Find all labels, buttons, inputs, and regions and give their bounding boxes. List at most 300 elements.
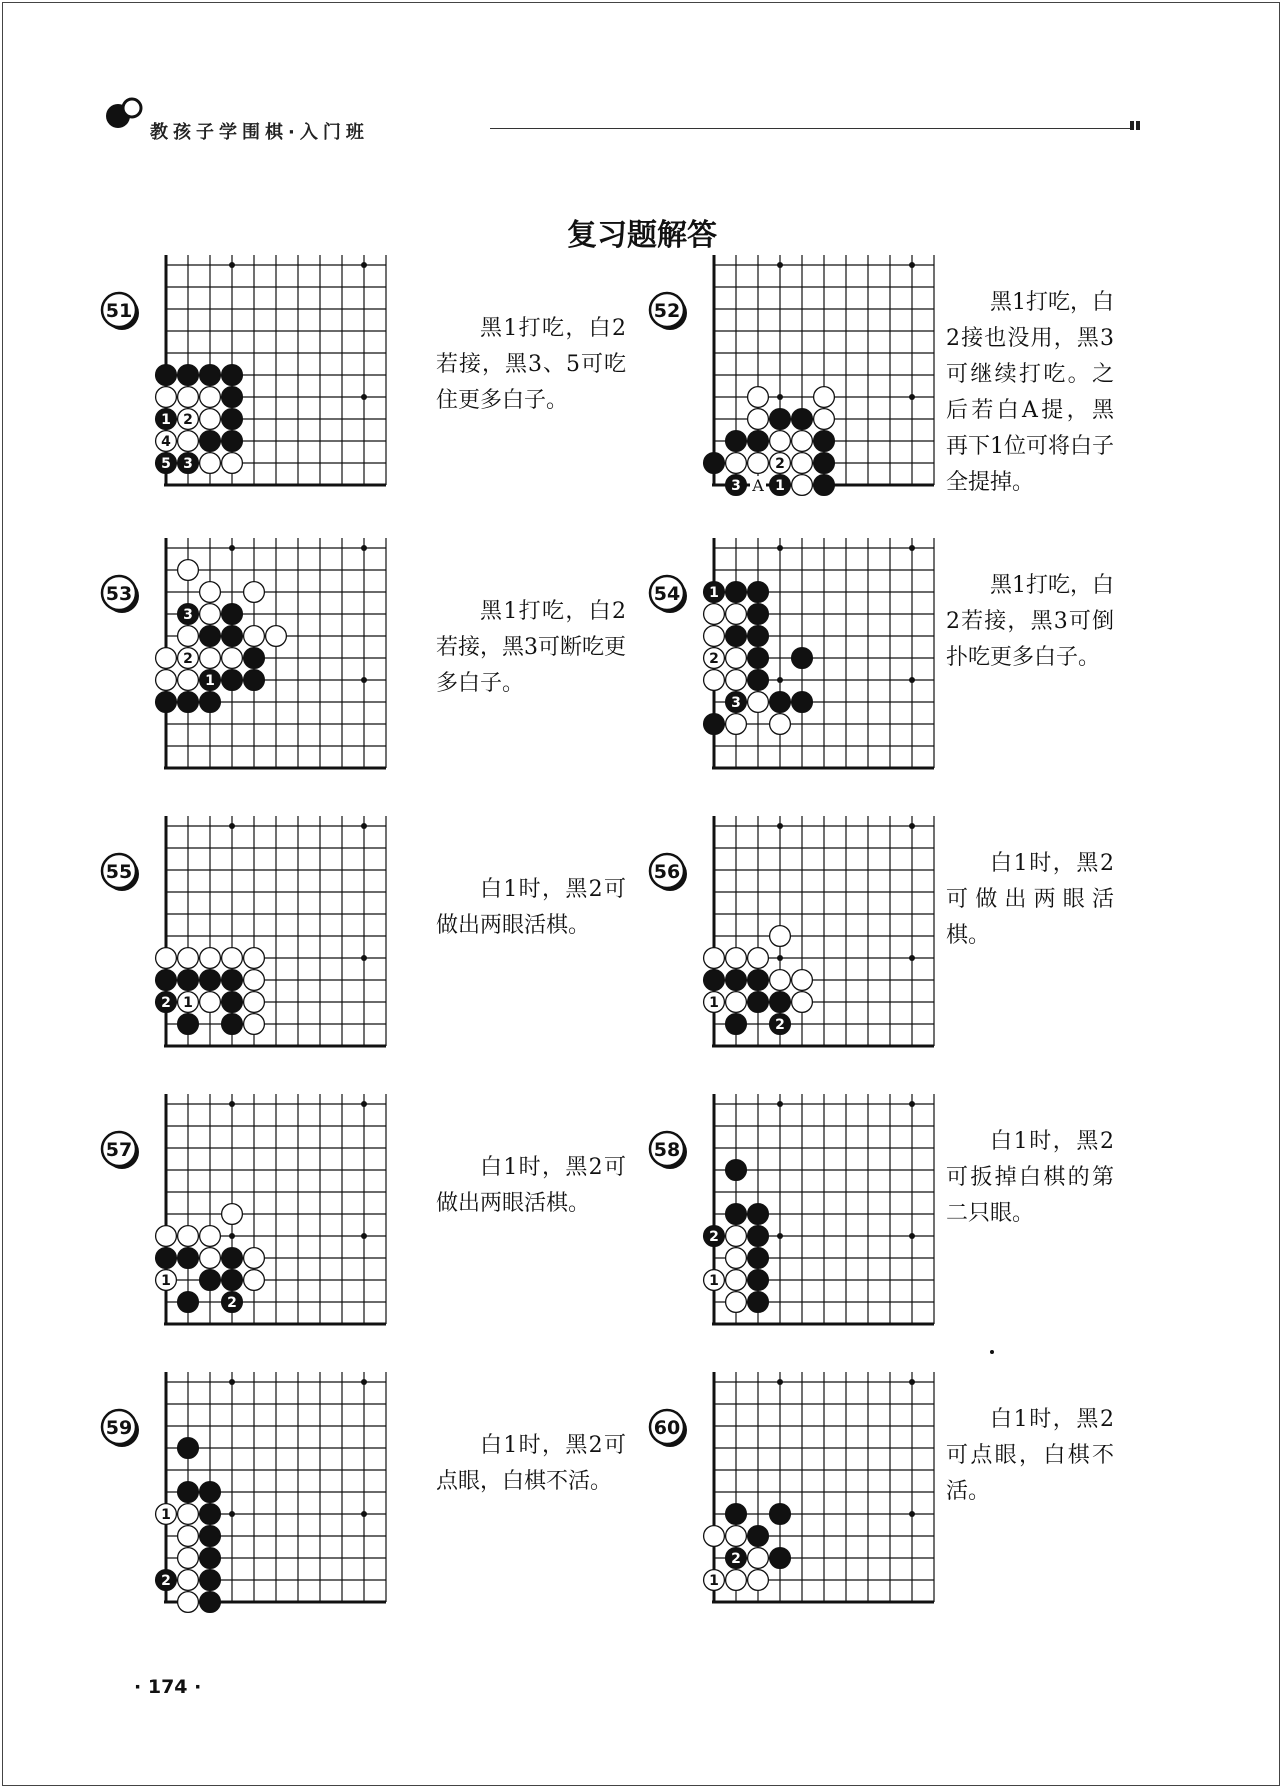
board-grid [714,538,934,768]
black-stone [748,582,769,603]
white-stone [814,387,835,408]
black-stone [726,582,747,603]
white-stone [748,409,769,430]
problem-60 [648,1382,1178,1642]
board-grid [166,816,386,1046]
star-point [777,1233,783,1239]
white-stone [726,1570,747,1591]
black-stone [222,670,243,691]
white-stone [178,948,199,969]
problem-number-badge [100,1408,140,1448]
problem-number-badge [100,852,140,892]
white-stone [770,453,791,474]
black-stone [200,1548,221,1569]
problem-explanation: 白1时，黑2可做出两眼活棋。 [946,851,1114,948]
problem-51 [100,265,630,525]
problem-number-badge [648,852,688,892]
running-header [100,88,1160,143]
board-marker-label: A [752,476,764,495]
problem-number: 53 [105,583,133,605]
black-stone [222,431,243,452]
white-stone [244,582,265,603]
go-board-diagram [152,1104,412,1350]
white-stone [178,560,199,581]
white-stone [704,604,725,625]
black-stone [156,1248,177,1269]
white-stone [726,453,747,474]
board-grid [166,1094,386,1324]
move-number: 1 [709,1273,719,1289]
black-stone [200,431,221,452]
header-end-mark [1130,121,1150,130]
black-stone [222,604,243,625]
white-stone [748,1548,769,1569]
star-point [229,1511,235,1517]
white-stone [704,992,725,1013]
problem-53 [100,548,630,808]
black-stone [814,453,835,474]
white-stone [178,1504,199,1525]
black-stone [222,970,243,991]
problem-number: 57 [105,1139,133,1161]
black-stone [222,1292,243,1313]
star-point [229,545,235,551]
white-stone [726,604,747,625]
problem-54 [648,548,1178,808]
black-stone [748,992,769,1013]
black-stone [178,453,199,474]
white-stone [200,648,221,669]
black-stone [244,648,265,669]
problem-59 [100,1382,630,1642]
white-stone [792,992,813,1013]
black-stone [726,1014,747,1035]
board-grid [714,1094,934,1324]
white-stone [178,387,199,408]
go-board-diagram [700,265,960,511]
white-stone [726,1248,747,1269]
white-stone [726,1526,747,1547]
black-stone [200,970,221,991]
star-point [777,262,783,268]
star-point [361,262,367,268]
white-stone [200,948,221,969]
move-number: 2 [775,1017,785,1033]
white-stone [244,948,265,969]
white-stone [266,626,287,647]
white-stone [156,431,177,452]
black-stone [748,648,769,669]
black-stone [748,1204,769,1225]
white-stone [156,670,177,691]
white-stone [792,431,813,452]
go-board-diagram [152,826,412,1072]
problem-number: 59 [105,1417,133,1439]
white-stone [200,604,221,625]
move-number: 2 [161,995,171,1011]
problem-number: 52 [653,300,681,322]
black-stone [222,992,243,1013]
move-number: 2 [227,1295,237,1311]
problem-explanation: 白1时，黑2可点眼，白棋不活。 [946,1407,1114,1504]
star-point [229,1379,235,1385]
star-point [909,1511,915,1517]
black-stone [178,1248,199,1269]
problem-explanation: 白1时，黑2可扳掉白棋的第二只眼。 [946,1129,1114,1226]
problem-58 [648,1104,1178,1364]
problem-number: 58 [653,1139,681,1161]
move-number: 2 [731,1551,741,1567]
board-grid [166,255,386,485]
black-stone [792,692,813,713]
white-stone [814,409,835,430]
go-board-diagram [152,265,412,511]
problem-number-badge [100,291,140,331]
star-point [909,823,915,829]
black-stone [178,604,199,625]
black-stone [156,453,177,474]
go-board-diagram [700,548,960,794]
star-point [229,262,235,268]
problem-explanation: 白1时，黑2可做出两眼活棋。 [436,877,626,938]
section-title: 复习题解答 [567,218,717,253]
move-number: 1 [183,995,193,1011]
white-stone [156,948,177,969]
white-stone [244,1248,265,1269]
black-stone [748,1270,769,1291]
move-number: 1 [775,478,785,494]
black-stone [770,409,791,430]
black-stone [178,1292,199,1313]
move-number: 3 [183,456,193,472]
board-grid [166,1372,386,1602]
move-number: 1 [161,412,171,428]
black-stone [770,1504,791,1525]
black-stone [770,475,791,496]
white-stone [726,714,747,735]
star-point [361,545,367,551]
star-point [361,1101,367,1107]
star-point [909,677,915,683]
problem-explanation: 黑1打吃，白2若接，黑3可断吃更多白子。 [436,599,626,696]
black-stone [200,1482,221,1503]
white-stone [244,970,265,991]
white-stone [156,1270,177,1291]
star-point [361,823,367,829]
black-stone [222,1248,243,1269]
page-number: · 174 · [134,1676,202,1698]
star-point [777,823,783,829]
white-stone [200,582,221,603]
white-stone [726,1226,747,1247]
white-stone [222,948,243,969]
move-number: 2 [709,651,719,667]
white-stone [704,648,725,669]
black-stone [156,970,177,991]
move-number: 2 [183,651,193,667]
white-stone [770,714,791,735]
black-stone [200,1526,221,1547]
black-stone [726,1160,747,1181]
black-stone [704,453,725,474]
white-stone [792,453,813,474]
header-rule [490,128,1130,129]
problem-number-badge [648,574,688,614]
white-stone [244,1014,265,1035]
star-point [909,545,915,551]
white-stone [178,1570,199,1591]
star-point [361,955,367,961]
black-stone [770,1548,791,1569]
move-number: 5 [161,456,171,472]
black-stone [200,692,221,713]
black-stone [178,1014,199,1035]
black-stone [156,365,177,386]
problem-number-badge [100,574,140,614]
go-stones-logo [104,96,144,130]
white-stone [704,1570,725,1591]
black-stone [200,1592,221,1613]
problem-number: 55 [105,861,133,883]
move-number: 1 [161,1273,171,1289]
white-stone [178,1592,199,1613]
move-number: 3 [731,478,741,494]
black-stone [792,648,813,669]
black-stone [178,692,199,713]
move-number: 1 [709,585,719,601]
black-stone [814,475,835,496]
star-point [361,1379,367,1385]
white-stone [200,387,221,408]
move-number: 1 [709,995,719,1011]
white-stone [748,1570,769,1591]
white-stone [178,1526,199,1547]
board-grid [714,1372,934,1602]
go-board-diagram [700,1104,960,1350]
black-stone [726,431,747,452]
problem-number: 51 [105,300,133,322]
white-stone [156,1504,177,1525]
black-stone [244,670,265,691]
problem-explanation: 黑1打吃，白2若接，黑3可倒扑吃更多白子。 [946,573,1114,670]
problem-explanation: 白1时，黑2可点眼，白棋不活。 [436,1433,626,1494]
star-point [229,823,235,829]
move-number: 2 [161,1573,171,1589]
white-stone [748,453,769,474]
black-stone [748,970,769,991]
white-stone [178,409,199,430]
white-stone [244,1270,265,1291]
move-number: 3 [183,607,193,623]
white-stone [222,648,243,669]
star-point [909,1101,915,1107]
move-number: 1 [709,1573,719,1589]
white-stone [748,692,769,713]
problem-number: 54 [653,583,681,605]
black-stone [792,409,813,430]
star-point [909,1379,915,1385]
black-stone [726,692,747,713]
black-stone [156,992,177,1013]
black-stone [726,1204,747,1225]
black-stone [748,626,769,647]
black-stone [222,626,243,647]
problem-number-badge [648,1408,688,1448]
black-stone [748,1226,769,1247]
white-stone [200,1248,221,1269]
star-point [777,955,783,961]
go-board-diagram [152,1382,412,1628]
white-stone [178,648,199,669]
black-stone [704,582,725,603]
problem-57 [100,1104,630,1364]
black-stone [748,1526,769,1547]
black-stone [222,1270,243,1291]
white-stone [748,387,769,408]
white-stone [178,626,199,647]
move-number: 2 [709,1229,719,1245]
board-grid [714,816,934,1046]
white-stone [200,1226,221,1247]
star-point [361,677,367,683]
black-stone [200,1570,221,1591]
black-stone [726,1548,747,1569]
black-stone [200,626,221,647]
problem-55 [100,826,630,1086]
star-point [361,1233,367,1239]
white-stone [704,1526,725,1547]
white-stone [726,1270,747,1291]
black-stone [200,365,221,386]
star-point [777,1379,783,1385]
white-stone [792,970,813,991]
black-stone [200,1270,221,1291]
star-point [777,545,783,551]
white-stone [244,992,265,1013]
white-stone [244,626,265,647]
white-stone [726,670,747,691]
white-stone [726,948,747,969]
black-stone [222,387,243,408]
black-stone [200,670,221,691]
black-stone [726,475,747,496]
move-number: 2 [183,412,193,428]
white-stone [200,409,221,430]
problem-number: 60 [653,1417,681,1439]
problem-number-badge [100,1130,140,1170]
white-stone [178,431,199,452]
board-grid [166,538,386,768]
white-stone [200,453,221,474]
black-stone [178,365,199,386]
page-number-value: 174 [147,1676,188,1698]
white-stone [178,992,199,1013]
white-stone [748,948,769,969]
black-stone [156,1570,177,1591]
print-speck [990,1350,994,1354]
star-point [229,1233,235,1239]
white-stone [222,1204,243,1225]
white-stone [726,648,747,669]
star-point [777,677,783,683]
black-stone [770,1014,791,1035]
black-stone [704,714,725,735]
star-point [777,1101,783,1107]
white-stone [156,387,177,408]
black-stone [726,626,747,647]
black-stone [156,409,177,430]
white-stone [726,1292,747,1313]
black-stone [748,1248,769,1269]
black-stone [222,365,243,386]
black-stone [748,670,769,691]
black-stone [200,1504,221,1525]
star-point [361,1511,367,1517]
black-stone [222,409,243,430]
star-point [909,262,915,268]
black-stone [156,692,177,713]
white-stone [704,670,725,691]
problem-52 [648,265,1178,525]
black-stone [704,970,725,991]
white-stone [770,970,791,991]
move-number: 3 [731,695,741,711]
problem-explanation: 白1时，黑2可做出两眼活棋。 [436,1155,626,1216]
white-stone [222,453,243,474]
go-board-diagram [152,548,412,794]
black-stone [770,692,791,713]
white-stone [156,648,177,669]
problem-number-badge [648,291,688,331]
move-number: 2 [775,456,785,472]
black-stone [770,992,791,1013]
black-stone [704,1226,725,1247]
black-stone [178,970,199,991]
white-stone [704,1270,725,1291]
black-stone [222,1014,243,1035]
book-title: 教孩子学围棋·入门班 [150,122,369,143]
star-point [909,955,915,961]
white-stone [178,1548,199,1569]
move-number: 1 [161,1507,171,1523]
star-point [909,1233,915,1239]
problem-number: 56 [653,861,681,883]
white-stone [792,475,813,496]
white-stone [156,1226,177,1247]
white-stone [726,992,747,1013]
white-stone [770,926,791,947]
black-stone [748,604,769,625]
problem-56 [648,826,1178,1086]
move-number: 1 [205,673,215,689]
star-point [909,394,915,400]
black-stone [178,1482,199,1503]
problem-explanation: 黑1打吃，白2接也没用，黑3可继续打吃。之后若白A提，黑再下1位可将白子全提掉。 [946,290,1114,495]
white-stone [200,992,221,1013]
black-stone [726,970,747,991]
black-stone [814,431,835,452]
star-point [229,1101,235,1107]
white-stone [704,626,725,647]
white-stone [704,948,725,969]
white-stone [178,670,199,691]
black-stone [726,1504,747,1525]
move-number: 4 [161,434,171,450]
black-stone [748,1292,769,1313]
problem-explanation: 黑1打吃，白2若接，黑3、5可吃住更多白子。 [436,316,626,413]
black-stone [748,431,769,452]
star-point [361,394,367,400]
